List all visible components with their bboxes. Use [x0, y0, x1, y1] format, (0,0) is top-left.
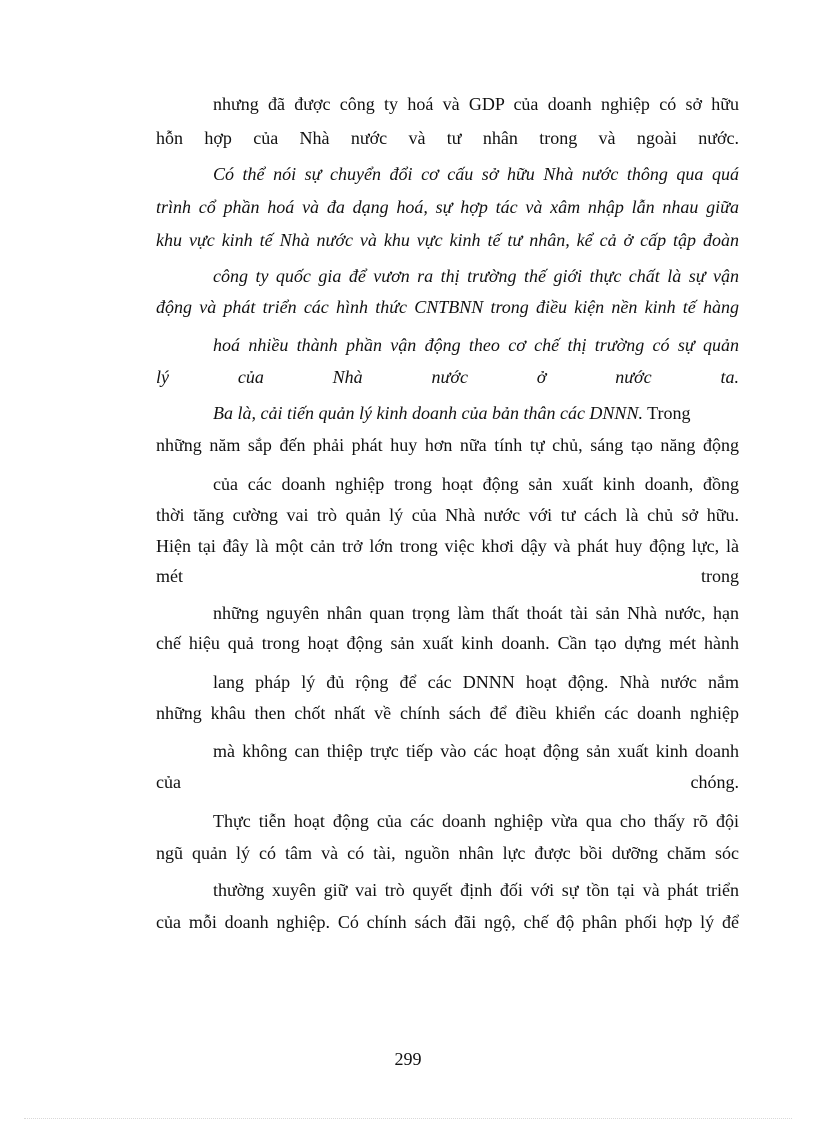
text-line: những năm sắp đến phải phát huy hơn nữa tính tự chủ, sáng tạo năng động	[156, 435, 739, 455]
italic-phrase: Ba là, cải tiến quản lý kinh doanh của bản thân các DNNN.	[213, 403, 643, 423]
text-line: Thực tiễn hoạt động của các doanh nghiệp vừa qua cho thấy rõ đội	[213, 811, 739, 831]
text-line: của chóng.	[156, 772, 739, 792]
text-line: Hiện tại đây là một cản trở lớn trong việc khơi dậy và phát huy động lực, là	[156, 536, 739, 556]
text-line: những khâu then chốt nhất về chính sách để điều khiển các doanh nghiệp	[156, 703, 739, 723]
text-line: hoá nhiều thành phần vận động theo cơ chế thị trường có sự quản	[213, 335, 739, 355]
text-line: mét trong	[156, 566, 739, 586]
text-line: những nguyên nhân quan trọng làm thất thoát tài sản Nhà nước, hạn	[213, 603, 739, 623]
text-line: công ty quốc gia để vươn ra thị trường thế giới thực chất là sự vận	[213, 266, 739, 286]
page-number: 299	[394, 1049, 422, 1069]
text-line: lý của Nhà nước ở nước ta.	[156, 367, 739, 387]
text-line: thời tăng cường vai trò quản lý của Nhà nước với tư cách là chủ sở hữu.	[156, 505, 739, 525]
text-line: thường xuyên giữ vai trò quyết định đối với sự tồn tại và phát triển	[213, 880, 739, 900]
text-line: nhưng đã được công ty hoá và GDP của doanh nghiệp có sở hữu	[213, 94, 739, 114]
text-line: khu vực kinh tế Nhà nước và khu vực kinh tế tư nhân, kể cả ở cấp tập đoàn	[156, 230, 739, 250]
text-line: hỗn hợp của Nhà nước và tư nhân trong và ngoài nước.	[156, 128, 739, 148]
text-fragment: Trong	[647, 403, 691, 423]
page-bottom-divider	[24, 1118, 792, 1119]
text-line: Có thể nói sự chuyển đổi cơ cấu sở hữu Nhà nước thông qua quá	[213, 164, 739, 184]
text-line: mà không can thiệp trực tiếp vào các hoạt động sản xuất kinh doanh	[213, 741, 739, 761]
text-line: của mỗi doanh nghiệp. Có chính sách đãi ngộ, chế độ phân phối hợp lý để	[156, 912, 739, 932]
text-line: trình cổ phần hoá và đa dạng hoá, sự hợp tác và xâm nhập lẫn nhau giữa	[156, 197, 739, 217]
text-line: động và phát triển các hình thức CNTBNN trong điều kiện nền kinh tế hàng	[156, 297, 739, 317]
text-line: lang pháp lý đủ rộng để các DNNN hoạt động. Nhà nước nắm	[213, 672, 739, 692]
text-line-mixed	[213, 401, 739, 425]
text-line: của các doanh nghiệp trong hoạt động sản xuất kinh doanh, đồng	[213, 474, 739, 494]
text-line: ngũ quản lý có tâm và có tài, nguồn nhân lực được bồi dưỡng chăm sóc	[156, 843, 739, 863]
text-line: chế hiệu quả trong hoạt động sản xuất kinh doanh. Cần tạo dựng mét hành	[156, 633, 739, 653]
